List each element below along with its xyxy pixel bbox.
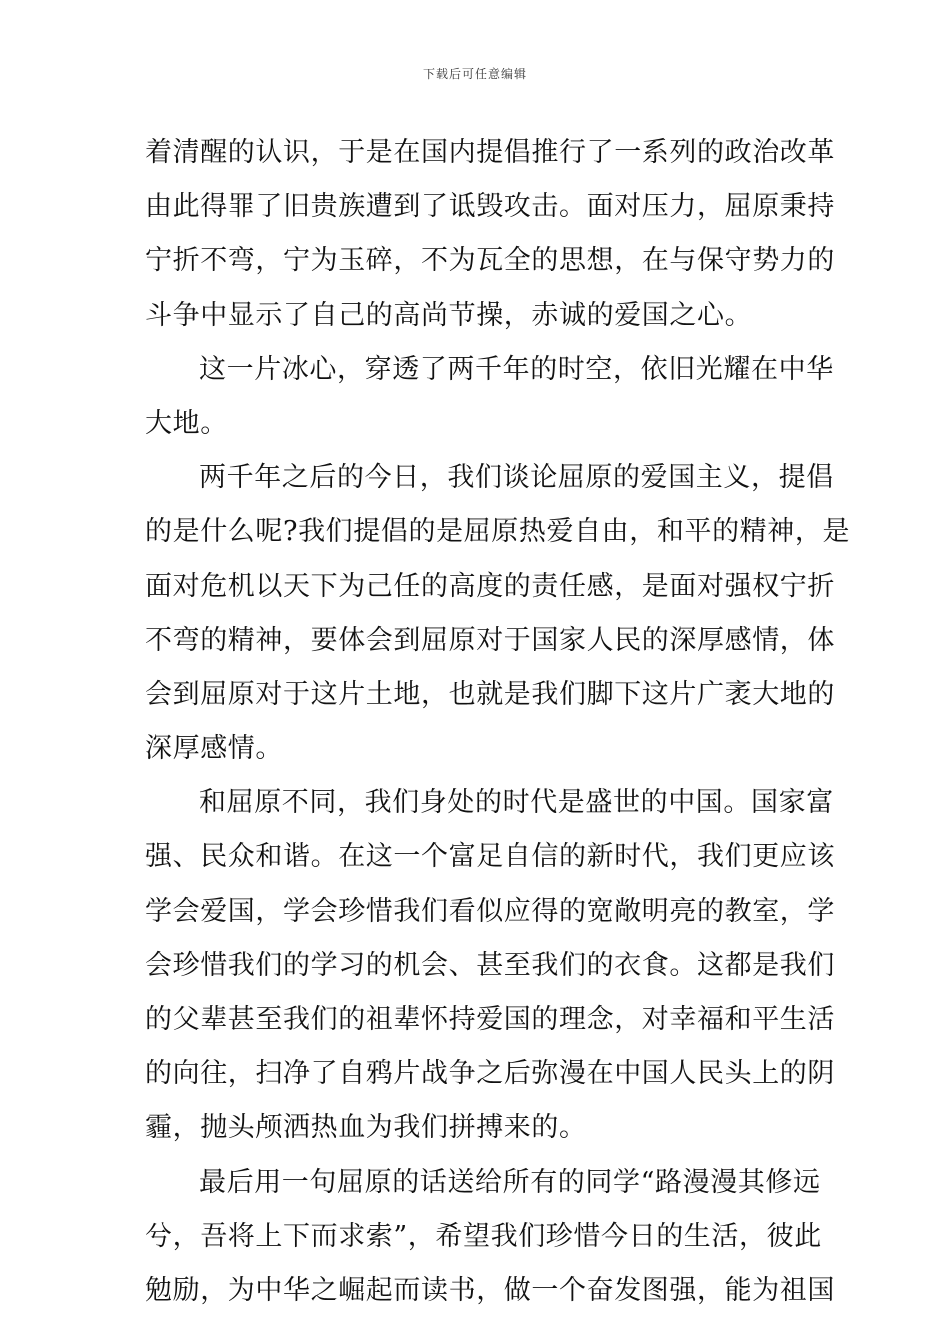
text-line: 不弯的精神，要体会到屈原对于国家人民的深厚感情，体: [145, 624, 835, 656]
paragraph-first-line: 这一片冰心，穿透了两千年的时空，依旧光耀在中华: [199, 353, 834, 385]
text-line: 深厚感情。: [145, 733, 283, 765]
text-line: 强、民众和谐。在这一个富足自信的新时代，我们更应该: [145, 841, 835, 873]
text-line: 面对危机以天下为己任的高度的责任感，是面对强权宁折: [145, 570, 835, 602]
text-line: 勉励，为中华之崛起而读书，做一个奋发图强，能为祖国: [145, 1274, 835, 1306]
text-line: 宁折不弯，宁为玉碎，不为瓦全的思想，在与保守势力的: [145, 245, 835, 277]
text-line: 大地。: [145, 407, 228, 439]
text-line: 霾，抛头颅洒热血为我们拼搏来的。: [145, 1112, 587, 1144]
text-line: 斗争中显示了自己的高尚节操，赤诚的爱国之心。: [145, 299, 753, 331]
text-line: 由此得罪了旧贵族遭到了诋毁攻击。面对压力，屈原秉持: [145, 191, 835, 223]
text-line: 会到屈原对于这片土地，也就是我们脚下这片广袤大地的: [145, 678, 835, 710]
text-line: 的向往，扫净了自鸦片战争之后弥漫在中国人民头上的阴: [145, 1058, 835, 1090]
text-line: 兮，吾将上下而求索”，希望我们珍惜今日的生活，彼此: [145, 1220, 822, 1252]
paragraph-first-line: 和屈原不同，我们身处的时代是盛世的中国。国家富: [199, 787, 834, 819]
text-line: 的是什么呢?我们提倡的是屈原热爱自由，和平的精神，是: [145, 516, 851, 548]
text-line: 学会爱国，学会珍惜我们看似应得的宽敞明亮的教室，学: [145, 895, 835, 927]
paragraph-first-line: 最后用一句屈原的话送给所有的同学“路漫漫其修远: [199, 1166, 821, 1198]
text-line: 会珍惜我们的学习的机会、甚至我们的衣食。这都是我们: [145, 949, 835, 981]
text-line: 着清醒的认识，于是在国内提倡推行了一系列的政治改革: [145, 137, 835, 168]
text-line: 的父辈甚至我们的祖辈怀持爱国的理念，对幸福和平生活: [145, 1004, 835, 1035]
document-body: [145, 126, 851, 1318]
paragraph-first-line: 两千年之后的今日，我们谈论屈原的爱国主义，提倡: [199, 462, 834, 494]
header-note: 下载后可任意编辑: [422, 67, 527, 81]
